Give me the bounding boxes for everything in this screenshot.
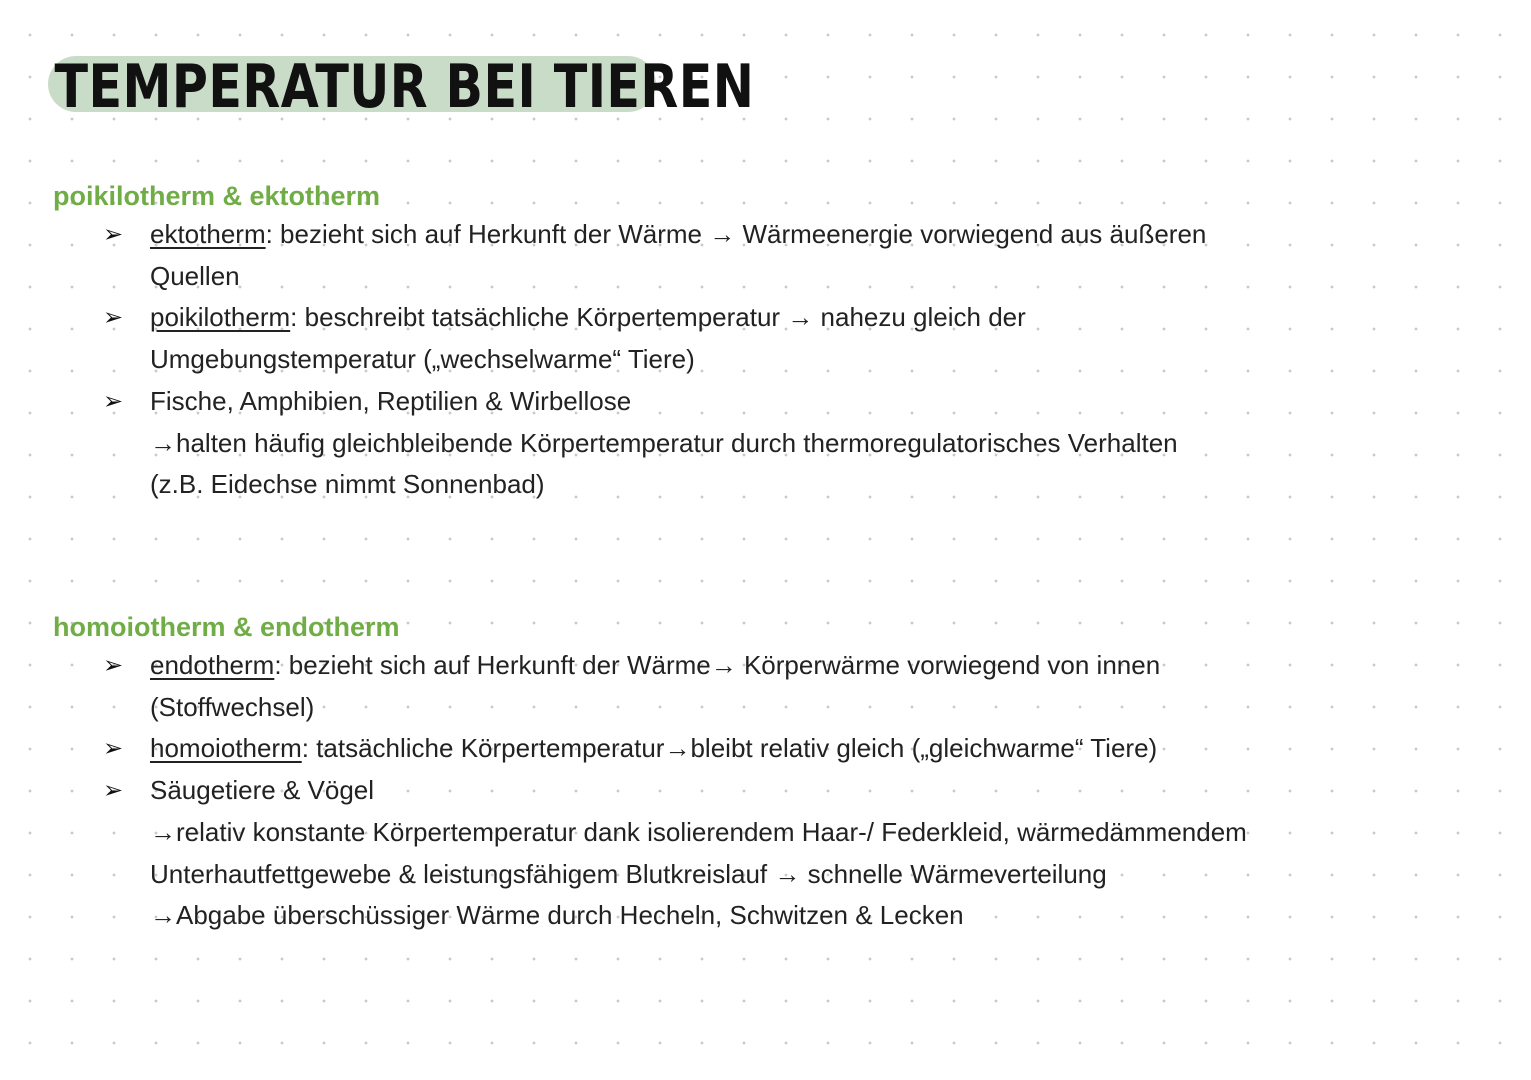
item-line [150, 214, 1206, 256]
bullet-list [53, 645, 1247, 937]
item-continuation: Quellen [150, 260, 240, 291]
list-item [53, 381, 1206, 506]
list-item [53, 297, 1206, 380]
page-title: TEMPERATUR BEI TIEREN [54, 52, 755, 122]
list-item [53, 770, 1247, 937]
title-block [48, 52, 909, 122]
section-poikilotherm-ektotherm [53, 178, 1206, 506]
item-continuation: →Abgabe überschüssiger Wärme durch Hecheln, Schwitzen & Lecken [150, 900, 964, 931]
section-heading: homoiotherm & endotherm [53, 612, 400, 642]
item-continuation: Umgebungstemperatur („wechselwarme“ Tiere) [150, 344, 695, 375]
item-text: : tatsächliche Körpertemperatur→bleibt relativ gleich („gleichwarme“ Tiere) [301, 733, 1158, 764]
item-continuation: →relativ konstante Körpertemperatur dank isolierendem Haar-/ Federkleid, wärmedämmendem [150, 816, 1247, 847]
arrowhead-bullet-icon: ➢ [103, 387, 124, 415]
item-continuation: →halten häufig gleichbleibende Körpertemperatur durch thermoregulatorisches Verhalten [150, 427, 1178, 458]
list-item [53, 214, 1206, 297]
item-text: Säugetiere & Vögel [150, 775, 375, 806]
item-text: : bezieht sich auf Herkunft der Wärme→ Körperwärme vorwiegend von innen [274, 650, 1161, 680]
item-text: : bezieht sich auf Herkunft der Wärme → Wärmeenergie vorwiegend aus äußeren [265, 219, 1207, 249]
list-item [53, 728, 1247, 770]
bullet-list [53, 214, 1206, 506]
term-endotherm: endotherm [150, 650, 275, 680]
term-ektotherm: ektotherm [150, 219, 266, 249]
item-continuation: Unterhautfettgewebe & leistungsfähigem Blutkreislauf → schnelle Wärmeverteilung [150, 858, 1107, 889]
list-item [53, 645, 1247, 728]
arrowhead-bullet-icon: ➢ [103, 777, 124, 805]
term-poikilotherm: poikilotherm [150, 302, 291, 333]
arrowhead-bullet-icon: ➢ [103, 221, 124, 248]
section-homoiotherm-endotherm [53, 609, 1247, 937]
arrowhead-bullet-icon: ➢ [103, 735, 124, 763]
item-continuation: (z.B. Eidechse nimmt Sonnenbad) [150, 469, 545, 500]
item-text: : beschreibt tatsächliche Körpertemperatur → nahezu gleich der [290, 302, 1026, 333]
item-line [150, 645, 1247, 687]
item-line [150, 297, 1206, 339]
section-heading: poikilotherm & ektotherm [53, 181, 381, 211]
term-homoiotherm: homoiotherm [150, 733, 302, 764]
arrowhead-bullet-icon: ➢ [103, 652, 124, 679]
item-line [150, 728, 1247, 770]
arrowhead-bullet-icon: ➢ [103, 304, 124, 332]
item-continuation: (Stoffwechsel) [150, 691, 315, 722]
item-text: Fische, Amphibien, Reptilien & Wirbellose [150, 385, 632, 416]
